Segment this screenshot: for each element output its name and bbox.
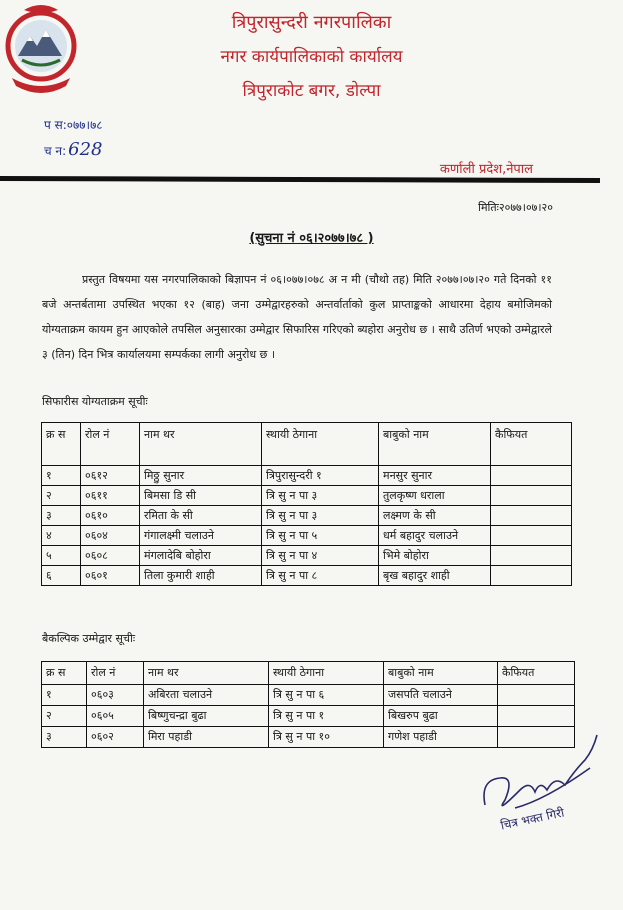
table-cell <box>498 685 575 706</box>
table-header-row <box>42 423 572 466</box>
notice-title <box>0 228 623 246</box>
header-name: नाम थर <box>140 423 262 466</box>
table-cell <box>491 526 572 546</box>
table-row <box>42 506 572 526</box>
table-cell: त्रि सु न पा ३ <box>262 486 379 506</box>
table-cell: मिरा पहाडी <box>144 727 269 748</box>
table-cell <box>491 486 572 506</box>
table-cell <box>491 566 572 586</box>
table-cell: ५ <box>42 546 81 566</box>
header-father: बाबुको नाम <box>384 662 498 685</box>
table-cell: त्रि सु न पा ३ <box>262 506 379 526</box>
province: कर्णाली प्रदेश,नेपाल <box>439 162 533 177</box>
table-cell: ३ <box>42 506 81 526</box>
table-header-row <box>42 662 575 685</box>
table-cell: बिष्णुचन्द्रा बुढा <box>144 706 269 727</box>
table-cell: मंगलादेबि बोहोरा <box>140 546 262 566</box>
table-cell: मनसुर सुनार <box>379 466 491 486</box>
header-address: स्थायी ठेगाना <box>269 662 384 685</box>
table-cell: अबिरता चलाउने <box>144 685 269 706</box>
table-row <box>42 566 572 586</box>
letter-number-label: प स: <box>44 118 67 132</box>
table-cell: ०६०५ <box>87 706 144 727</box>
alternate-list-label: बैकल्पिक उम्मेद्वार सूचीः <box>42 632 136 645</box>
table-cell: लक्ष्मण के सी <box>379 506 491 526</box>
table-cell: ०६०२ <box>87 727 144 748</box>
table-cell: जसपति चलाउने <box>384 685 498 706</box>
header-address: स्थायी ठेगाना <box>262 423 379 466</box>
table-cell: तिला कुमारी शाही <box>140 566 262 586</box>
letter-number-value: ०७७।७८ <box>66 118 103 132</box>
header-divider <box>0 176 600 183</box>
table-cell <box>498 706 575 727</box>
table-cell: धर्म बहादुर चलाउने <box>379 526 491 546</box>
notice-body <box>42 267 552 367</box>
table-cell: ०६०३ <box>87 685 144 706</box>
table-row <box>42 486 572 506</box>
table-cell: त्रि सु न पा १ <box>269 706 384 727</box>
table-cell: १ <box>42 685 87 706</box>
table-cell: बृख बहादुर शाही <box>379 566 491 586</box>
table-cell: ६ <box>42 566 81 586</box>
table-cell: १ <box>42 466 81 486</box>
table-cell: ०६०४ <box>81 526 140 546</box>
notice-title-text: (सुचना नं ०६।२०७७।७८ ) <box>249 231 374 246</box>
table-cell: त्रि सु न पा ५ <box>262 526 379 546</box>
table-cell: त्रि सु न पा ८ <box>262 566 379 586</box>
header-sn: क्र स <box>42 662 87 685</box>
table-cell: ०६०८ <box>81 546 140 566</box>
header-remarks: कैफियत <box>498 662 575 685</box>
dispatch-number-label: च न: <box>44 144 67 158</box>
table-cell: ०६१२ <box>81 466 140 486</box>
table-cell: भिमे बोहोरा <box>379 546 491 566</box>
table-cell: बिमसा डि सी <box>140 486 262 506</box>
table-cell: २ <box>42 706 87 727</box>
header-roll: रोल नं <box>81 423 140 466</box>
table-row <box>42 466 572 486</box>
office-address: त्रिपुराकोट बगर, डोल्पा <box>242 81 381 101</box>
table-cell: ३ <box>42 727 87 748</box>
recommended-list-label: सिफारीस योग्यताक्रम सूचीः <box>42 395 148 408</box>
office-subtitle: नगर कार्यपालिकाको कार्यालय <box>220 47 403 67</box>
table-row <box>42 706 575 727</box>
table-cell: त्रि सु न पा ६ <box>269 685 384 706</box>
notice-body-text: प्रस्तुत विषयमा यस नगरपालिकाको बिज्ञापन नं ०६।०७७।०७८ अ न मी (चौथो तह) मिति २०७७।०७।२० गते दिनको ११ बजे अन्तर्बतामा उपस्थित भएका १२ (बाह) जना उम्मेद्वारहरुको अन्तर्वार्ताको कुल प्राप्ताङ्कको आधारमा देहाय बमोजिमको योग्यताक्रम कायम हुन आएकोले तपसिल अनुसारका उम्मेद्वार सिफारिस गरिएको ब्यहोरा अनुरोध छ । साथै उतिर्ण भएको उम्मेद्वारले ३ (तिन) दिन भित्र कार्यालयमा सम्पर्कका लागी अनुरोध छ । <box>42 273 552 361</box>
signatory-name: चित्र भक्त गिरी <box>499 805 566 833</box>
table-row <box>42 526 572 546</box>
table-cell <box>491 506 572 526</box>
table-cell <box>491 466 572 486</box>
table-cell: बिखरुप बुढा <box>384 706 498 727</box>
table-cell: २ <box>42 486 81 506</box>
letter-number <box>44 116 103 133</box>
header-sn: क्र स <box>42 423 81 466</box>
table-cell: त्रि सु न पा ४ <box>262 546 379 566</box>
table-cell: रमिता के सी <box>140 506 262 526</box>
table-cell: मिठ्ठु सुनार <box>140 466 262 486</box>
header-name: नाम थर <box>144 662 269 685</box>
header-father: बाबुको नाम <box>379 423 491 466</box>
header-remarks: कैफियत <box>491 423 572 466</box>
table-cell: तुलकृष्ण धराला <box>379 486 491 506</box>
office-name: त्रिपुरासुन्दरी नगरपालिका <box>231 12 392 33</box>
table-cell: गणेश पहाडी <box>384 727 498 748</box>
table-cell: ०६११ <box>81 486 140 506</box>
dispatch-number-value: 628 <box>68 139 103 160</box>
table-cell: त्रि सु न पा १० <box>269 727 384 748</box>
table-cell: ४ <box>42 526 81 546</box>
table-row <box>42 546 572 566</box>
table-cell <box>491 546 572 566</box>
recommended-table <box>41 422 572 586</box>
dispatch-number <box>44 139 103 160</box>
table-cell: त्रिपुरासुन्दरी १ <box>262 466 379 486</box>
header-roll: रोल नं <box>87 662 144 685</box>
table-cell: गंगालक्ष्मी चलाउने <box>140 526 262 546</box>
table-row <box>42 685 575 706</box>
notice-date: मितिः२०७७।०७।२० <box>478 201 553 214</box>
table-cell: ०६०१ <box>81 566 140 586</box>
table-cell: ०६१० <box>81 506 140 526</box>
